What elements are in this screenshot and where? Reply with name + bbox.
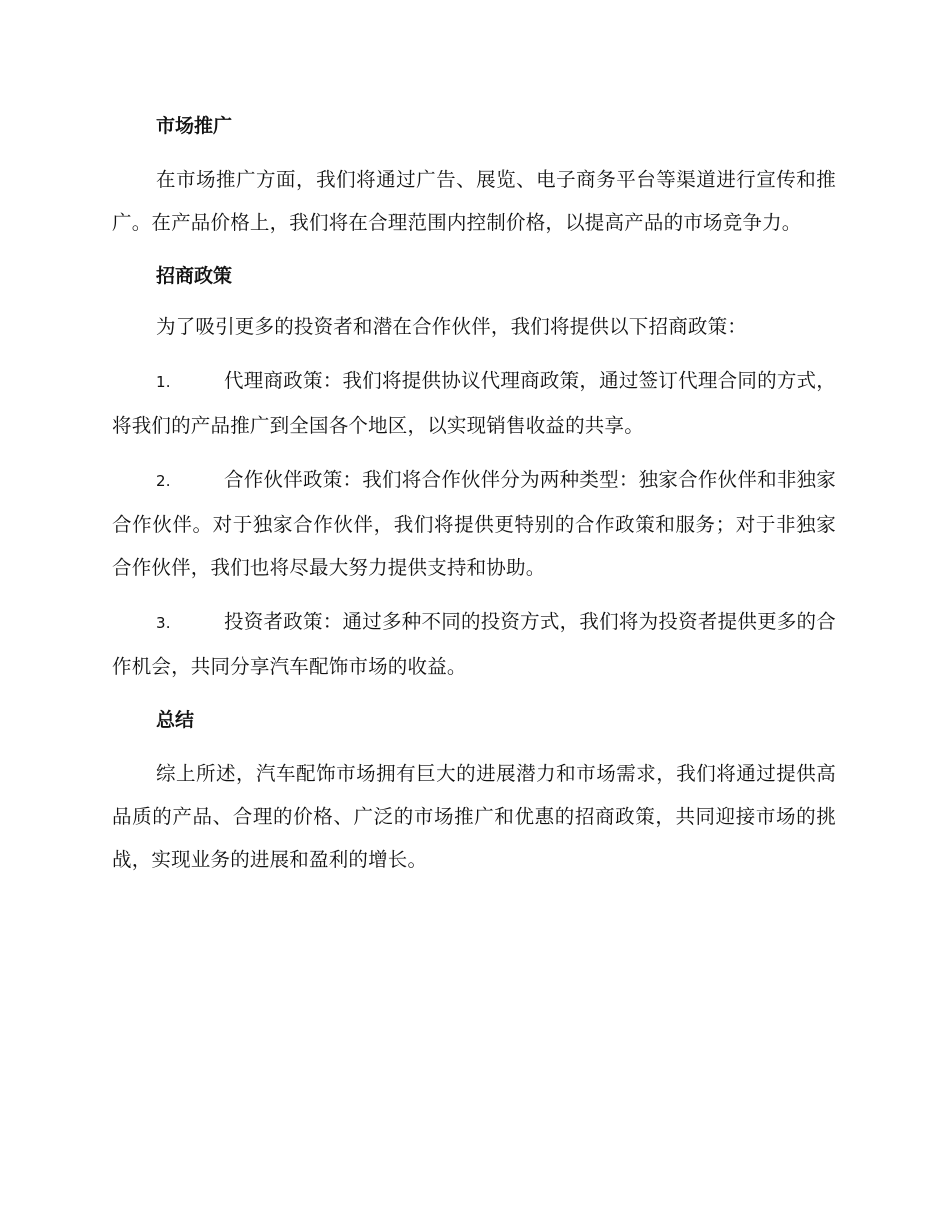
list-item-text: 代理商政策：我们将提供协议代理商政策，通过签订代理合同的方式，将我们的产品推广到全国各个地区，以实现销售收益的共享。 [112,369,836,437]
paragraph-summary: 综上所述，汽车配饰市场拥有巨大的进展潜力和市场需求，我们将通过提供高品质的产品、合理的价格、广泛的市场推广和优惠的招商政策，共同迎接市场的挑战，实现业务的进展和盈利的增长。 [112,762,836,871]
heading-marketing: 市场推广 [156,115,233,137]
heading-summary: 总结 [156,709,195,731]
list-number: 1. [156,373,171,391]
list-item-investor [112,600,836,688]
paragraph-marketing: 在市场推广方面，我们将通过广告、展览、电子商务平台等渠道进行宣传和推广。在产品价格上，我们将在合理范围内控制价格，以提高产品的市场竞争力。 [112,168,836,234]
paragraph-policy-intro: 为了吸引更多的投资者和潜在合作伙伴，我们将提供以下招商政策： [156,315,748,338]
list-number: 3. [156,614,171,632]
document-page [112,108,836,881]
list-number: 2. [156,472,171,490]
list-item-partner [112,458,836,589]
heading-policy: 招商政策 [156,265,233,287]
list-item-agent [112,359,836,447]
list-item-text: 投资者政策：通过多种不同的投资方式，我们将为投资者提供更多的合作机会，共同分享汽车配饰市场的收益。 [112,610,836,678]
list-item-text: 合作伙伴政策：我们将合作伙伴分为两种类型：独家合作伙伴和非独家合作伙伴。对于独家合作伙伴，我们将提供更特别的合作政策和服务；对于非独家合作伙伴，我们也将尽最大努力提供支持和协助。 [112,468,836,579]
